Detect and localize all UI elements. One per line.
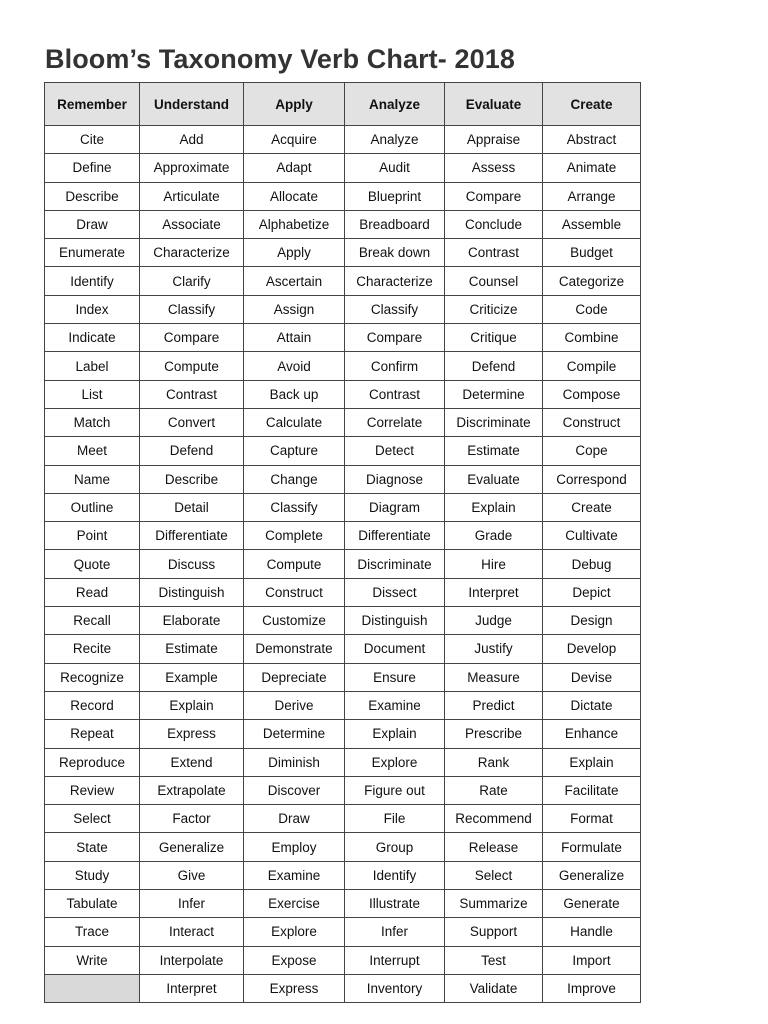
verb-cell: Apply	[244, 239, 345, 267]
verb-cell: Assess	[445, 154, 543, 182]
verb-cell: Associate	[140, 210, 244, 238]
verb-cell: Defend	[445, 352, 543, 380]
verb-cell: Contrast	[445, 239, 543, 267]
verb-cell: Extrapolate	[140, 776, 244, 804]
verb-cell: Formulate	[543, 833, 641, 861]
table-row	[45, 437, 641, 465]
verb-cell: Interrupt	[345, 946, 445, 974]
verb-cell: Interpolate	[140, 946, 244, 974]
table-row	[45, 154, 641, 182]
verb-cell: Allocate	[244, 182, 345, 210]
verb-cell: Discover	[244, 776, 345, 804]
table-row	[45, 776, 641, 804]
verb-cell: Record	[45, 691, 140, 719]
table-row	[45, 295, 641, 323]
verb-cell: Capture	[244, 437, 345, 465]
verb-cell: Complete	[244, 522, 345, 550]
verb-cell: Outline	[45, 493, 140, 521]
verb-cell: Point	[45, 522, 140, 550]
verb-cell: Approximate	[140, 154, 244, 182]
verb-cell: Recall	[45, 607, 140, 635]
verb-cell: Construct	[543, 408, 641, 436]
verb-cell: Elaborate	[140, 607, 244, 635]
verb-cell: Distinguish	[140, 578, 244, 606]
verb-cell: File	[345, 805, 445, 833]
verb-cell: Infer	[140, 890, 244, 918]
verb-cell: Debug	[543, 550, 641, 578]
column-header-understand: Understand	[140, 83, 244, 126]
table-row	[45, 380, 641, 408]
verb-cell: Express	[140, 720, 244, 748]
verb-cell: Extend	[140, 748, 244, 776]
verb-cell: Cope	[543, 437, 641, 465]
verb-cell: Describe	[45, 182, 140, 210]
verb-cell: Counsel	[445, 267, 543, 295]
verb-cell: Compile	[543, 352, 641, 380]
verb-cell: Interact	[140, 918, 244, 946]
verb-cell: Draw	[244, 805, 345, 833]
verb-cell: Indicate	[45, 324, 140, 352]
verb-cell: Estimate	[445, 437, 543, 465]
table-row	[45, 324, 641, 352]
column-header-create: Create	[543, 83, 641, 126]
verb-cell: Give	[140, 861, 244, 889]
table-row	[45, 833, 641, 861]
verb-cell: Generalize	[543, 861, 641, 889]
column-header-analyze: Analyze	[345, 83, 445, 126]
verb-cell: Differentiate	[140, 522, 244, 550]
table-row	[45, 493, 641, 521]
table-row	[45, 352, 641, 380]
verb-cell: Judge	[445, 607, 543, 635]
table-row	[45, 267, 641, 295]
verb-cell: Dissect	[345, 578, 445, 606]
column-header-evaluate: Evaluate	[445, 83, 543, 126]
verb-cell: Assemble	[543, 210, 641, 238]
verb-cell: Factor	[140, 805, 244, 833]
table-row	[45, 182, 641, 210]
verb-cell: Interpret	[445, 578, 543, 606]
verb-cell: Enumerate	[45, 239, 140, 267]
empty-cell	[45, 974, 140, 1002]
column-header-apply: Apply	[244, 83, 345, 126]
verb-cell: Adapt	[244, 154, 345, 182]
verb-cell: Classify	[244, 493, 345, 521]
verb-cell: Inventory	[345, 974, 445, 1002]
verb-cell: Express	[244, 974, 345, 1002]
verb-cell: Detail	[140, 493, 244, 521]
verb-cell: Distinguish	[345, 607, 445, 635]
verb-cell: Differentiate	[345, 522, 445, 550]
verb-cell: Criticize	[445, 295, 543, 323]
verb-cell: Illustrate	[345, 890, 445, 918]
verb-cell: Back up	[244, 380, 345, 408]
verb-cell: Compare	[345, 324, 445, 352]
verb-cell: Match	[45, 408, 140, 436]
verb-cell: Trace	[45, 918, 140, 946]
verb-cell: Identify	[345, 861, 445, 889]
verb-cell: Clarify	[140, 267, 244, 295]
verb-table	[44, 82, 641, 1003]
verb-cell: Discriminate	[345, 550, 445, 578]
verb-cell: Measure	[445, 663, 543, 691]
verb-cell: Ensure	[345, 663, 445, 691]
verb-cell: Change	[244, 465, 345, 493]
header-row	[45, 83, 641, 126]
verb-cell: Exercise	[244, 890, 345, 918]
verb-cell: Depreciate	[244, 663, 345, 691]
table-row	[45, 126, 641, 154]
verb-cell: Attain	[244, 324, 345, 352]
table-row	[45, 550, 641, 578]
verb-cell: Contrast	[345, 380, 445, 408]
verb-cell: Select	[445, 861, 543, 889]
verb-cell: Document	[345, 635, 445, 663]
verb-cell: Compute	[244, 550, 345, 578]
verb-cell: Cite	[45, 126, 140, 154]
verb-cell: Quote	[45, 550, 140, 578]
verb-cell: Derive	[244, 691, 345, 719]
verb-cell: Enhance	[543, 720, 641, 748]
verb-cell: Support	[445, 918, 543, 946]
verb-cell: Hire	[445, 550, 543, 578]
verb-cell: Acquire	[244, 126, 345, 154]
verb-cell: Index	[45, 295, 140, 323]
verb-cell: Select	[45, 805, 140, 833]
verb-cell: Example	[140, 663, 244, 691]
verb-cell: Interpret	[140, 974, 244, 1002]
verb-cell: Determine	[445, 380, 543, 408]
verb-cell: Improve	[543, 974, 641, 1002]
verb-cell: Employ	[244, 833, 345, 861]
verb-cell: Characterize	[140, 239, 244, 267]
verb-cell: Draw	[45, 210, 140, 238]
verb-cell: Justify	[445, 635, 543, 663]
verb-cell: Recommend	[445, 805, 543, 833]
verb-cell: Ascertain	[244, 267, 345, 295]
table-row	[45, 663, 641, 691]
verb-cell: Tabulate	[45, 890, 140, 918]
verb-cell: Recognize	[45, 663, 140, 691]
verb-cell: Identify	[45, 267, 140, 295]
verb-cell: Devise	[543, 663, 641, 691]
verb-cell: Design	[543, 607, 641, 635]
verb-cell: Read	[45, 578, 140, 606]
verb-cell: Combine	[543, 324, 641, 352]
verb-cell: Assign	[244, 295, 345, 323]
verb-cell: Classify	[140, 295, 244, 323]
verb-cell: Audit	[345, 154, 445, 182]
verb-cell: Diagnose	[345, 465, 445, 493]
table-row	[45, 691, 641, 719]
verb-cell: Compute	[140, 352, 244, 380]
table-row	[45, 465, 641, 493]
verb-cell: Predict	[445, 691, 543, 719]
verb-cell: Create	[543, 493, 641, 521]
verb-cell: Test	[445, 946, 543, 974]
verb-cell: Summarize	[445, 890, 543, 918]
verb-cell: Handle	[543, 918, 641, 946]
verb-cell: Rank	[445, 748, 543, 776]
verb-cell: Diagram	[345, 493, 445, 521]
table-header	[45, 83, 641, 126]
verb-cell: Contrast	[140, 380, 244, 408]
verb-cell: Diminish	[244, 748, 345, 776]
verb-cell: Budget	[543, 239, 641, 267]
verb-cell: Reproduce	[45, 748, 140, 776]
table-row	[45, 635, 641, 663]
verb-cell: Explain	[445, 493, 543, 521]
verb-cell: Classify	[345, 295, 445, 323]
verb-cell: Add	[140, 126, 244, 154]
verb-cell: Calculate	[244, 408, 345, 436]
verb-cell: Appraise	[445, 126, 543, 154]
verb-cell: Discriminate	[445, 408, 543, 436]
verb-cell: Determine	[244, 720, 345, 748]
verb-cell: Group	[345, 833, 445, 861]
verb-cell: Examine	[244, 861, 345, 889]
table-row	[45, 748, 641, 776]
page-title: Bloom’s Taxonomy Verb Chart- 2018	[45, 44, 515, 74]
verb-cell: Recite	[45, 635, 140, 663]
verb-cell: Expose	[244, 946, 345, 974]
table-row	[45, 974, 641, 1002]
verb-cell: Conclude	[445, 210, 543, 238]
verb-cell: Characterize	[345, 267, 445, 295]
table-row	[45, 890, 641, 918]
verb-cell: Examine	[345, 691, 445, 719]
table-row	[45, 210, 641, 238]
verb-cell: Breadboard	[345, 210, 445, 238]
verb-cell: Correlate	[345, 408, 445, 436]
verb-cell: Avoid	[244, 352, 345, 380]
table-row	[45, 408, 641, 436]
verb-cell: Blueprint	[345, 182, 445, 210]
verb-cell: Rate	[445, 776, 543, 804]
verb-cell: Customize	[244, 607, 345, 635]
verb-cell: Compare	[445, 182, 543, 210]
verb-cell: Prescribe	[445, 720, 543, 748]
verb-cell: Arrange	[543, 182, 641, 210]
verb-cell: Depict	[543, 578, 641, 606]
verb-cell: Articulate	[140, 182, 244, 210]
table-row	[45, 607, 641, 635]
verb-cell: Animate	[543, 154, 641, 182]
verb-cell: Explain	[140, 691, 244, 719]
verb-cell: Detect	[345, 437, 445, 465]
verb-cell: List	[45, 380, 140, 408]
table-row	[45, 861, 641, 889]
verb-cell: Label	[45, 352, 140, 380]
verb-cell: Categorize	[543, 267, 641, 295]
verb-cell: Define	[45, 154, 140, 182]
verb-cell: Explore	[244, 918, 345, 946]
verb-cell: Study	[45, 861, 140, 889]
verb-cell: Format	[543, 805, 641, 833]
verb-cell: Cultivate	[543, 522, 641, 550]
table-row	[45, 239, 641, 267]
verb-cell: Defend	[140, 437, 244, 465]
verb-cell: Break down	[345, 239, 445, 267]
verb-cell: Release	[445, 833, 543, 861]
table-row	[45, 522, 641, 550]
table-body	[45, 126, 641, 1003]
column-header-remember: Remember	[45, 83, 140, 126]
verb-cell: Analyze	[345, 126, 445, 154]
verb-cell: Estimate	[140, 635, 244, 663]
verb-cell: Repeat	[45, 720, 140, 748]
verb-cell: Review	[45, 776, 140, 804]
verb-cell: Generate	[543, 890, 641, 918]
verb-cell: Name	[45, 465, 140, 493]
verb-cell: Demonstrate	[244, 635, 345, 663]
table-row	[45, 578, 641, 606]
verb-cell: Import	[543, 946, 641, 974]
verb-cell: Critique	[445, 324, 543, 352]
verb-cell: Alphabetize	[244, 210, 345, 238]
verb-cell: Discuss	[140, 550, 244, 578]
verb-cell: Generalize	[140, 833, 244, 861]
verb-cell: Explain	[543, 748, 641, 776]
verb-cell: Facilitate	[543, 776, 641, 804]
verb-cell: Explain	[345, 720, 445, 748]
verb-cell: Confirm	[345, 352, 445, 380]
verb-cell: Abstract	[543, 126, 641, 154]
verb-cell: Convert	[140, 408, 244, 436]
table-row	[45, 946, 641, 974]
verb-cell: Grade	[445, 522, 543, 550]
verb-cell: Validate	[445, 974, 543, 1002]
verb-cell: Figure out	[345, 776, 445, 804]
verb-cell: Compare	[140, 324, 244, 352]
verb-cell: Construct	[244, 578, 345, 606]
verb-cell: Correspond	[543, 465, 641, 493]
table-row	[45, 805, 641, 833]
verb-cell: State	[45, 833, 140, 861]
verb-cell: Evaluate	[445, 465, 543, 493]
verb-cell: Code	[543, 295, 641, 323]
verb-cell: Explore	[345, 748, 445, 776]
table-row	[45, 720, 641, 748]
verb-cell: Meet	[45, 437, 140, 465]
verb-cell: Describe	[140, 465, 244, 493]
verb-cell: Develop	[543, 635, 641, 663]
table-row	[45, 918, 641, 946]
verb-cell: Dictate	[543, 691, 641, 719]
verb-cell: Compose	[543, 380, 641, 408]
verb-cell: Write	[45, 946, 140, 974]
verb-cell: Infer	[345, 918, 445, 946]
